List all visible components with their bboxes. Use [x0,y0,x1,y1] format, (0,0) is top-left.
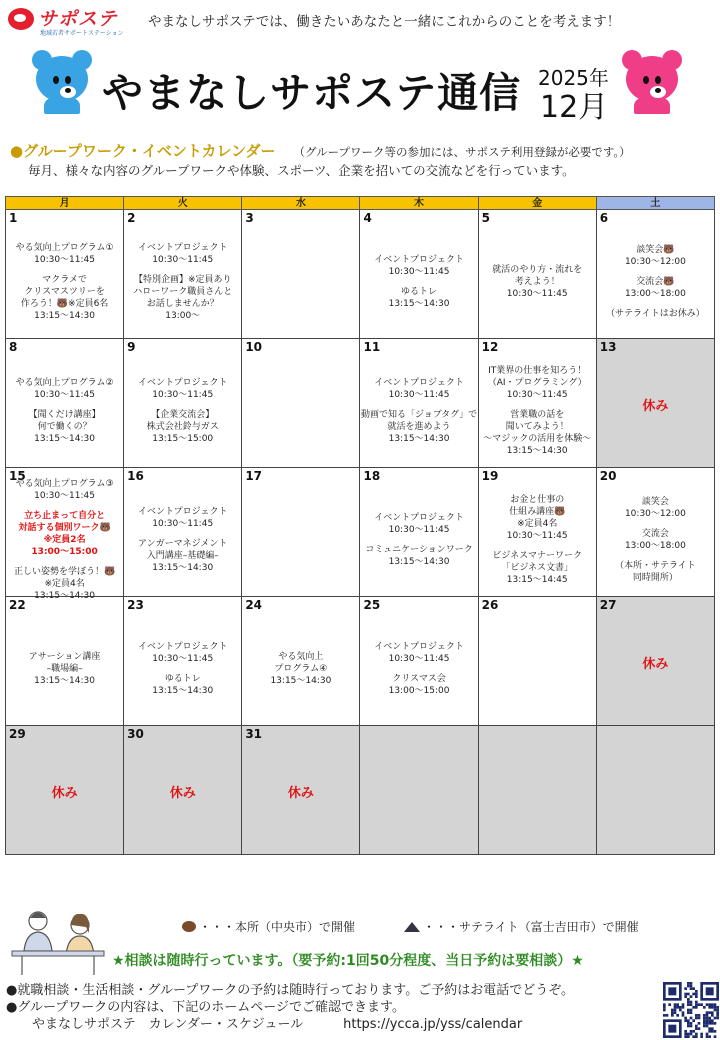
event-item [138,641,228,665]
event-line: 談笑会 [641,497,669,507]
logo-text: サポステ [38,8,118,30]
event-line: 10:30～11:45 [506,390,568,400]
event-line: お金と仕事の [510,495,565,505]
legend-satellite-text: ・・・サテライト（富士吉田市）で開催 [423,920,639,934]
calendar-day-cell [478,468,596,597]
event-line: 10:30～12:00 [624,509,686,519]
day-number: 29 [9,727,26,741]
day-number: 1 [9,211,18,225]
event-line: やる気向上プログラム② [15,378,114,388]
event-line: （AI・プログラミング） [487,378,587,388]
event-item [361,409,477,445]
issue-month: 12月 [540,90,609,125]
day-number: 31 [245,727,263,741]
calendar-week-row [6,468,715,597]
day-events [6,615,123,723]
calendar-week-row [6,726,715,855]
event-line: 対話する個別ワーク🐻 [18,523,111,533]
event-line: 交流会 [641,529,669,539]
event-item [16,478,114,502]
event-line: 13:15～14:30 [506,446,568,456]
calendar-day-cell [596,339,714,468]
calendar-link-label: やまなしサポステ カレンダー・スケジュール [32,1017,304,1032]
consultation-people-illustration-icon [8,905,108,977]
event-line: 株式会社鈴与ガス [146,422,219,432]
calendar-url-link[interactable]: https://ycca.jp/yss/calendar [343,1017,523,1032]
day-number: 4 [363,211,372,225]
day-events [124,228,241,336]
event-item [615,560,696,584]
event-item [138,377,228,401]
event-line: ※定員2名 [43,535,86,545]
event-line: 13:00～15:00 [388,686,450,696]
weekday-header-saturday: 土 [596,197,714,210]
event-line: 10:30～11:45 [388,654,450,664]
event-item [133,274,232,322]
event-item [365,544,472,568]
event-line: 正しい姿勢を学ぼう！🐻 [13,567,116,577]
event-line: ハローワーク職員さんと [133,287,233,297]
weekday-header-row [6,197,715,210]
event-line: 入門講座–基礎編– [146,551,219,561]
event-line: 13:15～14:30 [34,591,96,601]
weekday-header: 月 [6,197,124,210]
pink-bear-mascot-icon [620,50,684,114]
event-line: イベントプロジェクト [374,513,464,523]
day-number: 30 [127,727,144,741]
event-line: 13:00～ [165,311,201,321]
blue-bear-mascot-icon [30,50,94,114]
day-number: 6 [599,211,609,225]
calendar-day-cell [242,339,360,468]
day-events [597,486,714,594]
day-events [597,228,714,336]
section-title: ●グループワーク・イベントカレンダー [10,142,276,160]
calendar-day-cell [242,210,360,339]
event-line: 10:30～11:45 [152,390,214,400]
bear-icon [182,921,196,932]
footer-line-calendar [6,1016,574,1033]
event-line: プログラム④ [274,664,328,674]
event-item [18,510,110,558]
consultation-notice: ★相談は随時行っています。（要予約:1回50分程度、当日予約は要相談）★ [112,953,584,969]
logo-mark-icon [8,8,34,30]
event-line: 動画で知る「ジョブタグ」で [360,410,478,420]
event-line: IT業界の仕事を知ろう！ [488,366,587,376]
event-line: 13:15～14:30 [388,434,450,444]
event-line: 作ろう！🐻※定員6名 [20,299,109,309]
event-line: 10:30～11:45 [34,255,95,265]
event-line: アサーション講座 [28,652,101,662]
calendar-day-cell [360,339,478,468]
calendar-day-cell [242,597,360,726]
event-item [625,496,686,520]
day-number: 23 [127,598,144,612]
event-line: 何で働くの？ [37,422,92,432]
section-note: （グループワーク等の参加には、サポステ利用登録が必要です。） [293,145,631,159]
event-line: 「ビジネス文書」 [501,563,574,573]
day-events [360,228,477,336]
event-line: 営業職の話を [510,410,565,420]
event-item [374,377,464,401]
event-line: 13:00～15:00 [31,547,98,557]
event-calendar [5,196,715,855]
day-number: 11 [363,340,381,354]
event-line: ゆるトレ [164,674,201,684]
event-item [483,409,591,457]
event-line: 13:15～14:30 [270,676,332,686]
day-number: 16 [127,469,144,483]
day-events [6,228,123,336]
event-line: 13:15～14:30 [34,676,95,686]
day-number: 10 [245,340,263,354]
calendar-day-cell [124,468,242,597]
event-line: イベントプロジェクト [137,378,228,388]
event-item [138,538,227,574]
event-item [606,308,705,320]
calendar-day-cell [124,339,242,468]
event-line: やる気向上 [278,652,324,662]
calendar-day-cell [596,468,714,597]
event-line: 13:15～14:30 [388,299,450,309]
holiday-label: 休み [642,399,669,414]
calendar-empty-cell [360,726,478,855]
event-line: 13:15～14:45 [506,575,568,585]
day-events [124,615,241,723]
issue-year: 2025年 [538,66,609,90]
day-events [124,357,241,465]
event-line: 13:15～14:30 [34,434,95,444]
event-item [625,528,686,552]
day-events [360,615,477,723]
calendar-day-cell [478,210,596,339]
event-item [21,274,108,322]
event-line: マクラメで [42,275,87,285]
tagline: やまなしサポステでは、働きたいあなたと一緒にこれからのことを考えます！ [148,14,621,30]
event-item [29,651,101,687]
event-line: 10:30～11:45 [34,390,95,400]
mountain-icon [404,922,420,932]
sapost-logo[interactable] [8,6,138,37]
section-description: 毎月、様々な内容のグループワークや体験、スポーツ、企業を招いての交流などを行っています。 [28,163,575,178]
event-line: 10:30～11:45 [152,519,214,529]
event-line: やる気向上プログラム① [15,243,114,253]
event-line: イベントプロジェクト [374,642,464,652]
day-events [479,228,596,336]
day-number: 15 [9,469,26,483]
event-line: 交流会🐻 [636,277,675,287]
event-item [374,641,464,665]
calendar-day-cell [360,597,478,726]
calendar-day-cell [124,210,242,339]
event-item [152,673,213,697]
calendar-day-cell [360,210,478,339]
event-line: ～マジックの活用を体験～ [483,434,592,444]
calendar-empty-cell [478,726,596,855]
day-number: 25 [363,598,381,612]
event-line: 仕組み講座🐻 [509,507,566,517]
event-line: お話しませんか？ [146,299,219,309]
day-events [6,357,123,465]
event-line: ※定員4名 [44,579,85,589]
weekday-header: 金 [478,197,596,210]
calendar-day-cell [242,726,360,855]
event-line: –職場編– [46,664,83,674]
holiday-label: 休み [51,786,78,801]
event-line: クリスマス会 [392,674,446,684]
event-item [625,276,686,300]
day-number: 13 [599,340,617,354]
event-item [625,244,686,268]
event-line: 13:15～14:30 [34,311,95,321]
event-line: 就活のやり方・流れを [492,265,583,275]
weekday-header: 木 [360,197,478,210]
day-number: 18 [363,469,381,483]
day-number: 26 [481,598,499,612]
event-line: 同時開所） [632,573,678,583]
event-line: 13:15～14:30 [152,563,214,573]
event-line: （本所・サテライト [615,561,696,571]
event-line: 就活を進めよう [387,422,451,432]
page-title: やまなしサポステ通信 [102,69,522,117]
event-line: ゆるトレ [401,287,438,297]
event-line: 10:30～11:45 [388,267,450,277]
day-number: 2 [127,211,136,225]
event-item [374,254,464,278]
event-line: 考えよう！ [514,277,560,287]
calendar-day-cell [6,339,124,468]
event-line: 【聞くだけ講座】 [28,410,101,420]
event-item [389,673,450,697]
day-events [479,486,596,594]
calendar-day-cell [360,468,478,597]
event-item [270,651,331,687]
weekday-header: 火 [124,197,242,210]
holiday-label: 休み [287,786,314,801]
event-line: イベントプロジェクト [374,255,464,265]
event-line: 13:15～15:00 [152,434,214,444]
event-line: 立ち止まって自分と [24,511,106,521]
calendar-day-cell [478,597,596,726]
section-heading [10,140,631,161]
calendar-week-row [6,597,715,726]
event-line: 10:30～11:45 [506,289,568,299]
day-events [6,479,123,601]
event-item [492,264,582,300]
event-line: 13:00～18:00 [624,289,686,299]
event-line: 10:30～11:45 [152,654,214,664]
event-line: 10:30～11:45 [152,255,214,265]
event-line: 【特別企画】※定員あり [133,275,232,285]
event-line: ビジネスマナーワーク [492,551,582,561]
event-item [488,365,587,401]
day-events [124,486,241,594]
event-item [16,242,114,266]
calendar-day-cell [6,726,124,855]
event-line: 10:30～11:45 [506,531,568,541]
event-item [389,286,450,310]
day-number: 22 [9,598,26,612]
event-line: アンガーマネジメント [138,539,228,549]
event-line: イベントプロジェクト [374,378,464,388]
day-number: 19 [481,469,499,483]
event-line: 13:15～14:30 [388,557,450,567]
calendar-day-cell [124,597,242,726]
holiday-label: 休み [169,786,196,801]
calendar-day-cell [242,468,360,597]
top-bar [0,0,720,38]
legend-honsho-text: ・・・本所（中央市）で開催 [199,920,356,934]
event-line: （サテライトはお休み） [606,309,705,319]
event-line: 13:15～14:30 [152,686,214,696]
day-events [242,615,359,723]
calendar-week-row [6,210,715,339]
calendar-day-cell [6,597,124,726]
event-line: 談笑会🐻 [636,245,675,255]
day-number: 17 [245,469,263,483]
footer-line-reservation: ●就職相談・生活相談・グループワークの予約は随時行っております。ご予約はお電話でどうぞ。 [6,983,575,998]
event-item [138,506,228,530]
calendar-day-cell [478,339,596,468]
calendar-day-cell [596,210,714,339]
event-line: クリスマスツリーを [24,287,105,297]
event-line: 【企業交流会】 [151,410,215,420]
logo-subtitle: 地域若者サポートステーション [40,30,124,37]
calendar-day-cell [124,726,242,855]
day-number: 9 [127,340,136,354]
event-line: 10:30～12:00 [624,257,686,267]
calendar-day-cell [6,468,124,601]
day-events [479,357,596,465]
event-line: 13:00～18:00 [624,541,686,551]
footer-info [6,982,574,1033]
event-item [16,377,114,401]
calendar-empty-cell [596,726,714,855]
event-item [147,409,219,445]
event-item [492,550,582,586]
event-line: ※定員4名 [517,519,558,529]
event-item [29,409,101,445]
event-item [138,242,228,266]
day-events [360,486,477,594]
holiday-label: 休み [642,657,669,672]
day-number: 27 [599,598,617,612]
day-number: 8 [9,340,18,354]
day-number: 12 [481,340,499,354]
legend-satellite [404,918,639,935]
day-events [360,357,477,465]
day-number: 3 [245,211,254,225]
day-number: 20 [599,469,617,483]
calendar-day-cell [596,597,714,726]
day-number: 5 [481,211,490,225]
event-line: 10:30～11:45 [388,390,450,400]
event-line: イベントプロジェクト [137,243,228,253]
event-line: 10:30～11:45 [34,491,95,501]
event-line: コミュニケーションワーク [365,545,473,555]
event-line: イベントプロジェクト [137,507,228,517]
weekday-header: 水 [242,197,360,210]
calendar-week-row [6,339,715,468]
qr-code-icon[interactable] [663,982,719,1038]
footer-line-homepage: ●グループワークの内容は、下記のホームページでご確認できます。 [6,1000,406,1015]
event-line: イベントプロジェクト [137,642,228,652]
calendar-day-cell [6,210,124,339]
event-line: 聞いてみよう！ [505,422,569,432]
event-item [374,512,464,536]
day-number: 24 [245,598,263,612]
event-line: やる気向上プログラム③ [15,479,114,489]
legend-honsho [182,918,355,935]
event-line: 10:30～11:45 [388,525,450,535]
event-item [507,494,568,542]
